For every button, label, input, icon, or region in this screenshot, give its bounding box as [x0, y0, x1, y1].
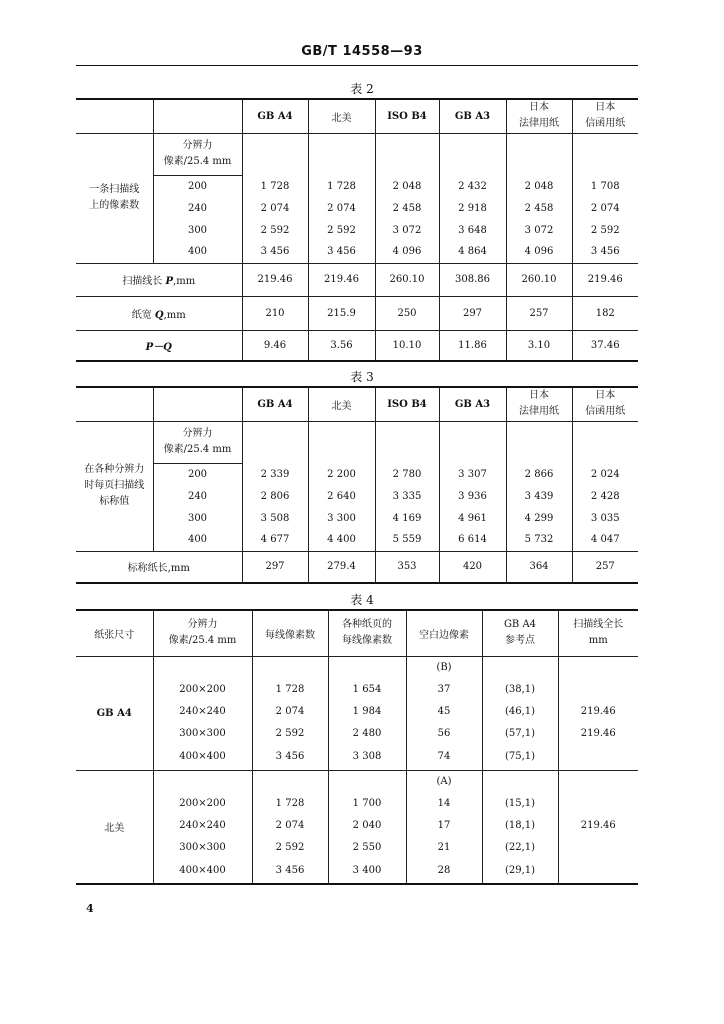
table4-cell: 2 040 [328, 814, 406, 836]
table3-res: 300 [153, 507, 242, 529]
table2-cell: 2 592 [242, 219, 308, 241]
table3-cell: 2 640 [308, 485, 375, 507]
table3-cell: 420 [439, 551, 506, 583]
table3-col-head: ISO B4 [375, 387, 439, 421]
table3-col-head: GB A3 [439, 387, 506, 421]
table2-cell: 182 [572, 296, 638, 330]
table2-cell: 2 458 [506, 197, 572, 219]
table2-res-label-row [76, 133, 638, 175]
table3-cell: 2 866 [506, 463, 572, 485]
table4-cell [558, 792, 638, 814]
table3-length-label: 标称纸长,mm [76, 551, 242, 583]
table2-cell: 3 072 [506, 219, 572, 241]
table2-cell: 3 456 [308, 241, 375, 263]
table4-cell: 2 550 [328, 836, 406, 858]
table2-cell: 3 072 [375, 219, 439, 241]
table2-cell: 9.46 [242, 330, 308, 361]
table2-cell: 2 074 [572, 197, 638, 219]
table3-cell: 5 732 [506, 529, 572, 551]
table3-cell: 297 [242, 551, 308, 583]
table2-cell: 2 074 [242, 197, 308, 219]
table2-res-label: 分辨力 像素/25.4 mm [153, 133, 242, 175]
table3-length-row [76, 551, 638, 583]
table-row [76, 463, 638, 485]
table3-caption: 表 3 [350, 370, 374, 384]
table4-cell [558, 678, 638, 700]
table4-cell: 200×200 [153, 792, 252, 814]
table4-cell: 3 308 [328, 744, 406, 770]
table4-col-head: 空白边像素 [406, 610, 482, 656]
table2-cell: 257 [506, 296, 572, 330]
table2-col-head: ISO B4 [375, 99, 439, 133]
table2-col-head: 日本 法律用纸 [506, 99, 572, 133]
table4-cell: 1 700 [328, 792, 406, 814]
table2-cell: 297 [439, 296, 506, 330]
table3-res: 200 [153, 463, 242, 485]
table2-width-row [76, 296, 638, 330]
table2-cell: 3.56 [308, 330, 375, 361]
table2-cell: 2 458 [375, 197, 439, 219]
table4-col-head: 扫描线全长 mm [558, 610, 638, 656]
table-row [76, 197, 638, 219]
table4-col-head: 每线像素数 [252, 610, 328, 656]
table4-cell: 2 074 [252, 814, 328, 836]
table2-res: 400 [153, 241, 242, 263]
table3 [76, 386, 638, 584]
table4-cell: (15,1) [482, 792, 558, 814]
table4-marker: (B) [406, 656, 482, 678]
table4-cell: 400×400 [153, 744, 252, 770]
table4-cell [558, 836, 638, 858]
table3-res: 240 [153, 485, 242, 507]
table2-res: 240 [153, 197, 242, 219]
table4 [76, 609, 638, 885]
table2-cell: 4 096 [506, 241, 572, 263]
table3-cell: 3 508 [242, 507, 308, 529]
table4-cell [558, 744, 638, 770]
table3-cell: 4 169 [375, 507, 439, 529]
table2-col-head: 北美 [308, 99, 375, 133]
table3-header-row [76, 387, 638, 421]
table3-cell: 257 [572, 551, 638, 583]
table2-cell: 3.10 [506, 330, 572, 361]
table4-cell: 2 592 [252, 722, 328, 744]
table2-scan-row [76, 263, 638, 296]
table2-cell: 210 [242, 296, 308, 330]
table4-caption: 表 4 [350, 593, 374, 607]
table2-cell: 1 728 [242, 175, 308, 197]
table3-col-head: GB A4 [242, 387, 308, 421]
table-row [76, 485, 638, 507]
table3-col-head: 北美 [308, 387, 375, 421]
table4-cell: 1 654 [328, 678, 406, 700]
table4-cell: 240×240 [153, 700, 252, 722]
table3-res-label-row [76, 421, 638, 463]
table2 [76, 98, 638, 362]
table2-cell: 308.86 [439, 263, 506, 296]
table3-cell: 279.4 [308, 551, 375, 583]
table3-cell: 3 307 [439, 463, 506, 485]
table2-cell: 10.10 [375, 330, 439, 361]
table2-group-label: 一条扫描线 上的像素数 [76, 133, 153, 263]
table2-cell: 2 048 [375, 175, 439, 197]
table2-cell: 3 456 [572, 241, 638, 263]
document-header: GB/T 14558—93 [301, 44, 423, 59]
table4-col-head: 各种纸页的 每线像素数 [328, 610, 406, 656]
table-row [76, 175, 638, 197]
table2-cell: 219.46 [242, 263, 308, 296]
table4-header-row [76, 610, 638, 656]
table4-cell: (18,1) [482, 814, 558, 836]
table4-marker-row [76, 656, 638, 678]
table4-cell: 2 592 [252, 836, 328, 858]
table-row [76, 744, 638, 770]
table-row [76, 678, 638, 700]
table4-marker: (A) [406, 770, 482, 792]
table-row [76, 858, 638, 884]
table2-cell: 4 096 [375, 241, 439, 263]
table2-cell: 1 708 [572, 175, 638, 197]
table4-cell: (38,1) [482, 678, 558, 700]
table2-cell: 2 592 [572, 219, 638, 241]
table2-cell: 1 728 [308, 175, 375, 197]
header-rule [76, 65, 638, 66]
table2-cell: 3 648 [439, 219, 506, 241]
table2-cell: 2 048 [506, 175, 572, 197]
table4-cell: 21 [406, 836, 482, 858]
table3-cell: 3 300 [308, 507, 375, 529]
table4-cell: (22,1) [482, 836, 558, 858]
table4-cell: 17 [406, 814, 482, 836]
table-row [76, 241, 638, 263]
table4-cell: 219.46 [558, 722, 638, 744]
table3-cell: 3 335 [375, 485, 439, 507]
table4-cell: 300×300 [153, 722, 252, 744]
table2-caption: 表 2 [350, 82, 374, 96]
table3-cell: 3 439 [506, 485, 572, 507]
table2-header-row [76, 99, 638, 133]
table4-marker-row [76, 770, 638, 792]
table2-cell: 215.9 [308, 296, 375, 330]
table3-cell: 2 428 [572, 485, 638, 507]
table4-cell: 1 984 [328, 700, 406, 722]
table4-group-name: 北美 [76, 770, 153, 884]
table2-scan-label: 扫描线长 P,mm [76, 263, 242, 296]
table3-cell: 4 961 [439, 507, 506, 529]
table4-cell: (75,1) [482, 744, 558, 770]
table3-res: 400 [153, 529, 242, 551]
table4-cell: (46,1) [482, 700, 558, 722]
table4-cell: 45 [406, 700, 482, 722]
table4-cell: (57,1) [482, 722, 558, 744]
table2-col-head: GB A4 [242, 99, 308, 133]
table2-cell: 2 074 [308, 197, 375, 219]
table3-cell: 4 400 [308, 529, 375, 551]
table4-cell: 1 728 [252, 792, 328, 814]
table3-cell: 353 [375, 551, 439, 583]
table2-width-label: 纸宽 Q,mm [76, 296, 242, 330]
table4-cell: 3 456 [252, 858, 328, 884]
table2-cell: 219.46 [308, 263, 375, 296]
table4-cell: 3 456 [252, 744, 328, 770]
table4-col-head: GB A4 参考点 [482, 610, 558, 656]
table2-cell: 2 918 [439, 197, 506, 219]
table-row [76, 507, 638, 529]
table2-cell: 260.10 [375, 263, 439, 296]
table2-res: 300 [153, 219, 242, 241]
table4-cell: 1 728 [252, 678, 328, 700]
table-row [76, 219, 638, 241]
table3-cell: 4 299 [506, 507, 572, 529]
table3-group-label: 在各种分辨力 时每页扫描线 标称值 [76, 421, 153, 551]
table2-diff-row [76, 330, 638, 361]
table2-cell: 260.10 [506, 263, 572, 296]
table4-cell: 2 074 [252, 700, 328, 722]
table3-cell: 364 [506, 551, 572, 583]
table3-col-head: 日本 法律用纸 [506, 387, 572, 421]
table2-col-head: 日本 信函用纸 [572, 99, 638, 133]
table4-cell: 28 [406, 858, 482, 884]
table4-cell: 200×200 [153, 678, 252, 700]
table-row [76, 700, 638, 722]
page-number: 4 [86, 902, 94, 915]
table3-res-label: 分辨力 像素/25.4 mm [153, 421, 242, 463]
table4-cell: 219.46 [558, 814, 638, 836]
table-row [76, 722, 638, 744]
table4-cell: (29,1) [482, 858, 558, 884]
table2-col-head: GB A3 [439, 99, 506, 133]
table4-cell: 300×300 [153, 836, 252, 858]
table2-cell: 37.46 [572, 330, 638, 361]
table3-cell: 5 559 [375, 529, 439, 551]
table3-cell: 3 936 [439, 485, 506, 507]
table4-col-head: 纸张尺寸 [76, 610, 153, 656]
table2-cell: 2 592 [308, 219, 375, 241]
table4-cell: 14 [406, 792, 482, 814]
table2-res: 200 [153, 175, 242, 197]
table3-cell: 4 677 [242, 529, 308, 551]
table2-cell: 2 432 [439, 175, 506, 197]
table3-cell: 2 024 [572, 463, 638, 485]
table3-col-head: 日本 信函用纸 [572, 387, 638, 421]
table-row [76, 529, 638, 551]
table4-cell: 240×240 [153, 814, 252, 836]
table3-cell: 4 047 [572, 529, 638, 551]
table4-cell: 2 480 [328, 722, 406, 744]
table3-cell: 6 614 [439, 529, 506, 551]
table4-cell: 400×400 [153, 858, 252, 884]
table-row [76, 836, 638, 858]
table3-cell: 2 200 [308, 463, 375, 485]
table2-cell: 11.86 [439, 330, 506, 361]
table4-cell [558, 858, 638, 884]
table4-cell: 74 [406, 744, 482, 770]
table2-diff-label: P－Q [76, 330, 242, 361]
table2-cell: 4 864 [439, 241, 506, 263]
table4-cell: 219.46 [558, 700, 638, 722]
table4-cell: 56 [406, 722, 482, 744]
table4-cell: 3 400 [328, 858, 406, 884]
table2-cell: 219.46 [572, 263, 638, 296]
table3-cell: 2 339 [242, 463, 308, 485]
table3-cell: 3 035 [572, 507, 638, 529]
table-row [76, 792, 638, 814]
table-row [76, 814, 638, 836]
table4-group-name: GB A4 [76, 656, 153, 770]
table3-cell: 2 780 [375, 463, 439, 485]
table2-cell: 3 456 [242, 241, 308, 263]
table4-col-head: 分辨力 像素/25.4 mm [153, 610, 252, 656]
table3-cell: 2 806 [242, 485, 308, 507]
table4-cell: 37 [406, 678, 482, 700]
table2-cell: 250 [375, 296, 439, 330]
